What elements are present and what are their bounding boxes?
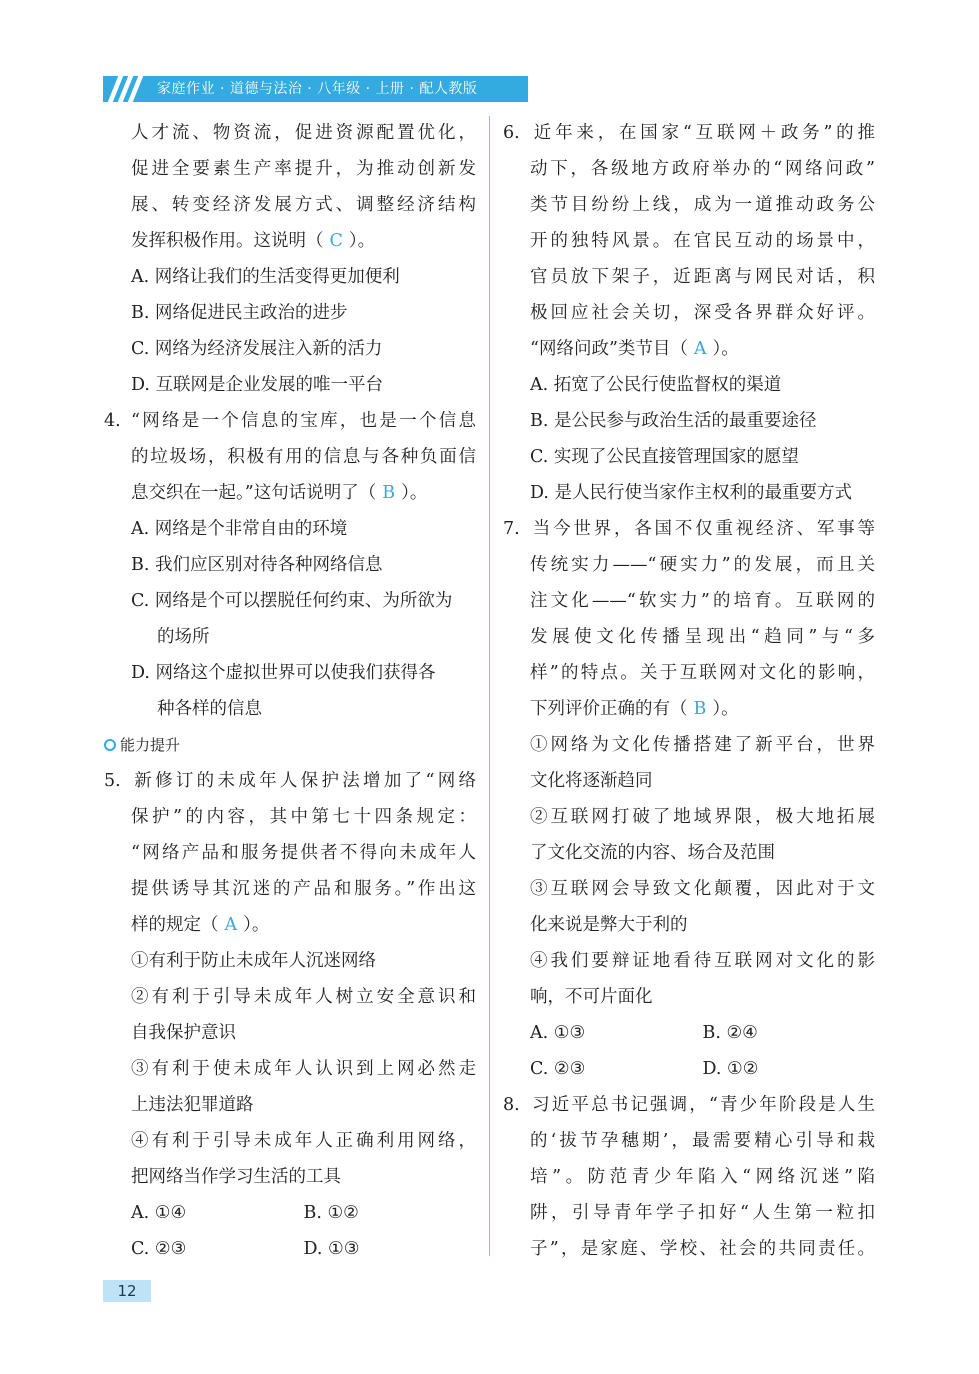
q3-line: 展、转变经济发展方式、调整经济结构 [131,195,476,215]
header-title: 家庭作业 · 道德与法治 · 八年级 · 上册 · 配人教版 [157,81,478,97]
question-7 [503,511,875,1087]
q6-line: 开的独特风景。在官民互动的场景中， [530,231,875,251]
q7-item: 了文化交流的内容、场合及范围 [530,843,775,863]
q3-option: C. 网络为经济发展注入新的活力 [131,339,383,359]
question-8 [503,1087,875,1267]
q4-option: C. 网络是个可以摆脱任何约束、为所欲为 [131,591,453,611]
q5-line: 提供诱导其沉迷的产品和服务。”作出这 [131,879,476,899]
q3-line: 发挥积极作用。这说明（ C ）。 [131,231,376,251]
q7-line: 传统实力——“硬实力”的发展，而且关 [530,555,875,575]
q7-options-row [503,1051,875,1087]
q5-option: A. ①④ [131,1203,187,1223]
q7-number: 7. [503,519,520,539]
circle-bullet-icon [104,739,116,751]
q4-option: A. 网络是个非常自由的环境 [131,519,348,539]
q5-item: 把网络当作学习生活的工具 [131,1167,341,1187]
q4-line: 息交织在一起。”这句话说明了（ B ）。 [131,483,428,503]
q4-option: 种各样的信息 [157,699,262,719]
q4-number: 4. [104,411,121,431]
q7-item: 文化将逐渐趋同 [530,771,653,791]
q3-line: 人才流、物资流，促进资源配置优化， [131,123,476,143]
q8-line: 阱，引导青年学子扣好“人生第一粒扣 [530,1203,875,1223]
q7-options-row [503,1015,875,1051]
q7-line: 样”的特点。关于互联网对文化的影响， [530,663,875,683]
q4-option: B. 我们应区别对待各种网络信息 [131,555,383,575]
q5-line: 保护”的内容，其中第七十四条规定： [131,807,476,827]
q4-answer: B [382,483,396,503]
q5-item: ②有利于引导未成年人树立安全意识和 [131,987,476,1007]
q3-option: D. 互联网是企业发展的唯一平台 [131,375,384,395]
right-column [503,115,875,1267]
q3-answer: C [329,231,343,251]
q5-option: D. ①③ [303,1239,360,1259]
q4-option: 的场所 [157,627,210,647]
q5-line: “网络产品和服务提供者不得向未成年人 [131,843,476,863]
q4-line: 4. “网络是一个信息的宝库，也是一个信息 [104,403,476,439]
q7-line: 发展使文化传播呈现出“趋同”与“多 [530,627,875,647]
q7-item: ④我们要辩证地看待互联网对文化的影 [530,951,875,971]
q6-answer: A [693,339,707,359]
q8-line: 的‘拔节孕穗期’，最需要精心引导和栽 [530,1131,875,1151]
q3-option: B. 网络促进民主政治的进步 [131,303,348,323]
q5-item: ④有利于引导未成年人正确利用网络， [131,1131,476,1151]
q7-option: D. ①② [702,1059,759,1079]
header-bar [103,76,528,102]
column-divider [489,116,490,1256]
question-6 [503,115,875,511]
q5-options-row [104,1195,476,1231]
q5-item: ③有利于使未成年人认识到上网必然走 [131,1059,476,1079]
q6-line: “网络问政”类节目（ A ）。 [530,339,739,359]
q7-answer: B [693,699,707,719]
q6-line: 6. 近年来，在国家“互联网＋政务”的推 [503,115,875,151]
q6-option: B. 是公民参与政治生活的最重要途径 [530,411,817,431]
q8-number: 8. [503,1095,520,1115]
q7-option: A. ①③ [530,1023,586,1043]
section-heading: 能力提升 [104,727,476,763]
question-3-continued [104,115,476,403]
q8-line: 子”，是家庭、学校、社会的共同责任。 [530,1239,875,1259]
q7-item: ③互联网会导致文化颠覆，因此对于文 [530,879,875,899]
q4-line: 的垃圾场，积极有用的信息与各种负面信 [131,447,476,467]
q7-line: 7. 当今世界，各国不仅重视经济、军事等 [503,511,875,547]
q6-line: 类节目纷纷上线，成为一道推动政务公 [530,195,875,215]
q5-item: 上违法犯罪道路 [131,1095,254,1115]
q5-answer: A [224,915,238,935]
q7-item: ②互联网打破了地域界限，极大地拓展 [530,807,875,827]
q8-line: 8. 习近平总书记强调，“青少年阶段是人生 [503,1087,875,1123]
q5-item: 自我保护意识 [131,1023,236,1043]
q6-line: 官员放下架子，近距离与网民对话，积 [530,267,875,287]
q7-item: 响，不可片面化 [530,987,653,1007]
q7-item: 化来说是弊大于利的 [530,915,688,935]
q6-option: C. 实现了公民直接管理国家的愿望 [530,447,799,467]
q6-option: A. 拓宽了公民行使监督权的渠道 [530,375,782,395]
q8-line: 培”。防范青少年陷入“网络沉迷”陷 [530,1167,875,1187]
question-5 [104,763,476,1267]
q5-line: 样的规定（ A ）。 [131,915,270,935]
q7-line: 注文化——“软实力”的培育。互联网的 [530,591,875,611]
q6-line: 动下，各级地方政府举办的“网络问政” [530,159,875,179]
q5-item: ①有利于防止未成年人沉迷网络 [131,951,376,971]
q6-option: D. 是人民行使当家作主权利的最重要方式 [530,483,853,503]
q7-option: C. ②③ [530,1059,586,1079]
q3-line: 促进全要素生产率提升，为推动创新发 [131,159,476,179]
q7-line: 下列评价正确的有（ B ）。 [530,699,739,719]
q5-option: B. ①② [303,1203,359,1223]
q3-option: A. 网络让我们的生活变得更加便利 [131,267,400,287]
q4-option: D. 网络这个虚拟世界可以使我们获得各 [131,663,436,683]
q7-option: B. ②④ [702,1023,758,1043]
q5-options-row [104,1231,476,1267]
q5-option: C. ②③ [131,1239,187,1259]
page-number: 12 [103,1280,151,1302]
q5-number: 5. [104,771,121,791]
q5-line: 5. 新修订的未成年人保护法增加了“网络 [104,763,476,799]
q7-item: ①网络为文化传播搭建了新平台，世界 [530,735,875,755]
q6-line: 极回应社会关切，深受各界群众好评。 [530,303,875,323]
q6-number: 6. [503,123,520,143]
left-column [104,115,476,1267]
question-4 [104,403,476,727]
